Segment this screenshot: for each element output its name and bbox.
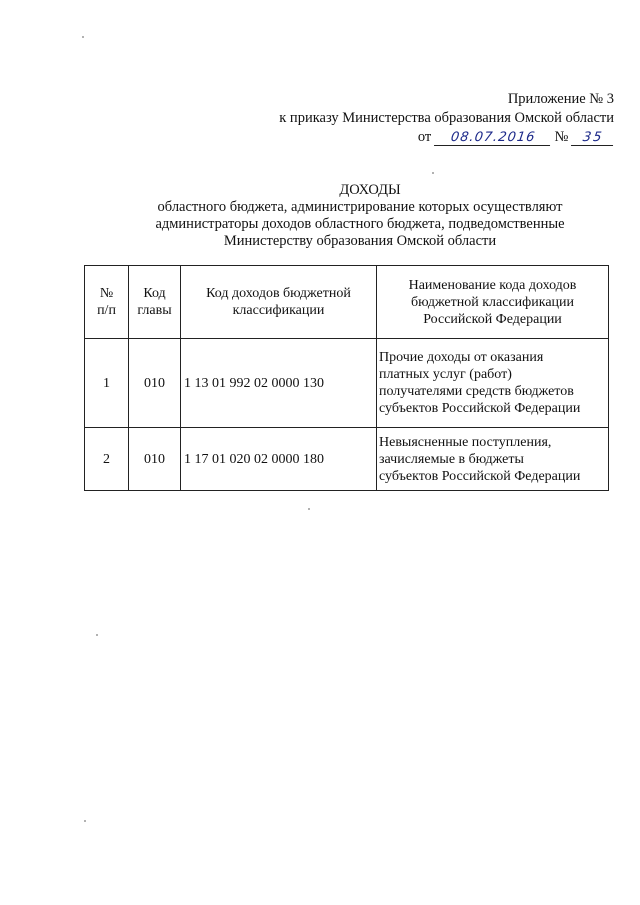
header-chapter-line: Код: [143, 286, 166, 301]
table-row: [85, 339, 609, 428]
table-row: [85, 428, 609, 491]
header-income-code: [181, 266, 377, 339]
row-name-line: зачисляемые в бюджеты: [379, 451, 524, 467]
header-name-line: Наименование кода доходов: [408, 277, 577, 293]
header-chapter-line: главы: [137, 303, 172, 318]
title-line: администраторы доходов областного бюджета, подведомственные: [155, 216, 565, 232]
row-name-line: платных услуг (работ): [379, 367, 512, 382]
header-code-name: [377, 266, 609, 339]
row-num: 2: [85, 428, 129, 491]
row-chapter-code: 010: [129, 339, 181, 428]
row-code-name: [377, 428, 609, 491]
row-chapter-code: 010: [129, 428, 181, 491]
table-header-row: [85, 266, 609, 339]
row-num: 1: [85, 339, 129, 428]
header-name-line: бюджетной классификации: [410, 294, 575, 310]
row-name-line: субъектов Российской Федерации: [379, 468, 581, 484]
document-title: [80, 182, 640, 250]
scan-speck: [308, 508, 310, 510]
scan-speck: [84, 820, 86, 822]
row-name-line: субъектов Российской Федерации: [379, 401, 581, 416]
appendix-date-line: [279, 128, 614, 147]
revenue-table: [84, 265, 609, 491]
scan-speck: [432, 172, 434, 174]
title-line: областного бюджета, администрирование которых осуществляют: [157, 199, 563, 215]
title-line: Министерству образования Омской области: [223, 233, 497, 249]
scan-speck: [96, 634, 98, 636]
title-heading: ДОХОДЫ: [339, 182, 401, 198]
header-code-line: Код доходов бюджетной: [206, 286, 351, 301]
scan-speck: [82, 36, 84, 38]
header-num-line: №: [99, 286, 114, 301]
header-num: [85, 266, 129, 339]
header-num-line: п/п: [97, 303, 116, 318]
number-label: №: [554, 129, 569, 145]
row-income-code: 1 17 01 020 02 0000 180: [181, 428, 377, 491]
appendix-order-reference: к приказу Министерства образования Омской области: [279, 110, 614, 126]
row-name-line: Невыясненные поступления,: [379, 434, 552, 450]
appendix-reference: [279, 90, 614, 147]
header-name-line: Российской Федерации: [423, 311, 562, 327]
handwritten-number: 35: [571, 131, 615, 146]
row-code-name: [377, 339, 609, 428]
handwritten-date: 08.07.2016: [434, 131, 552, 146]
row-name-line: получателями средств бюджетов: [379, 384, 574, 399]
appendix-number: Приложение № 3: [507, 91, 614, 107]
row-name-line: Прочие доходы от оказания: [379, 350, 544, 365]
row-income-code: 1 13 01 992 02 0000 130: [181, 339, 377, 428]
header-code-line: классификации: [232, 303, 325, 318]
header-chapter-code: [129, 266, 181, 339]
from-label: от: [417, 129, 432, 145]
